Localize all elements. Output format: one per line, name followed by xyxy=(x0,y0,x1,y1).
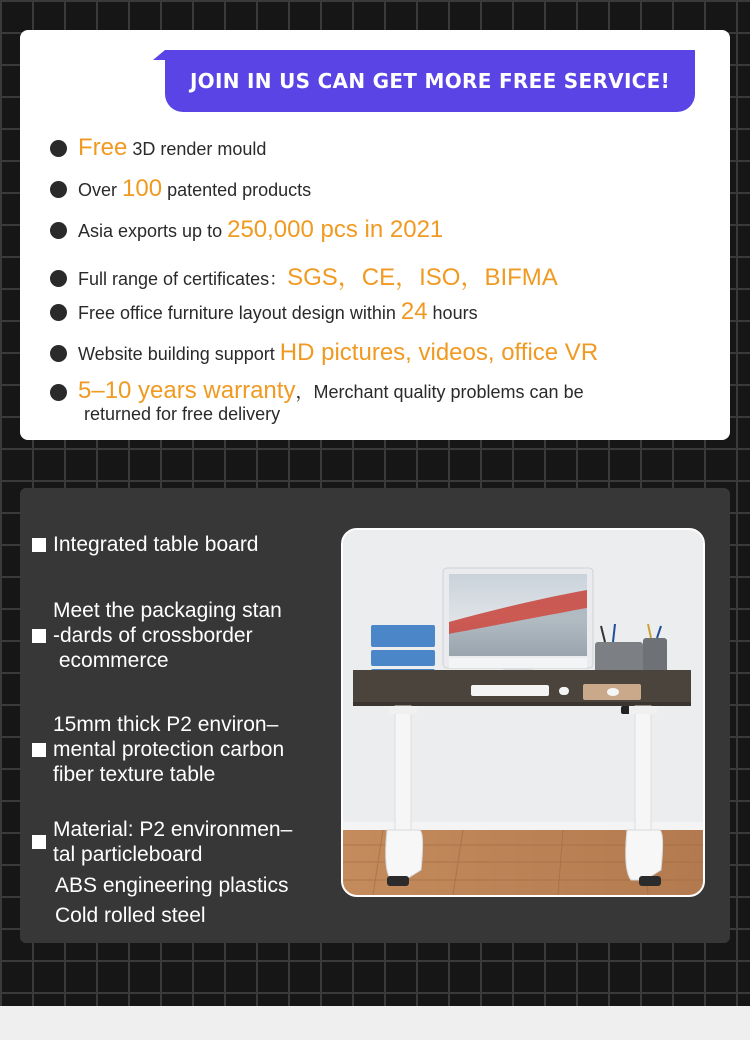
bullet-icon xyxy=(50,384,67,401)
spec-extra: Cold rolled steel xyxy=(55,904,206,927)
feature-highlight: Free xyxy=(78,134,128,161)
standing-desk-photo xyxy=(341,528,705,897)
feature-subline: returned for free delivery xyxy=(84,404,281,424)
feature-item: Over 100 patented products xyxy=(50,175,730,216)
bullet-icon xyxy=(50,181,67,198)
feature-highlight: 250,000 pcs in 2021 xyxy=(227,216,444,243)
standing-desk-illustration xyxy=(343,530,703,895)
spec-item: Integrated table board xyxy=(32,532,259,557)
feature-item: 5–10 years warranty，Merchant quality problems can be returned for free delivery xyxy=(50,380,730,425)
feature-item: Full range of certificates：SGS，CE，ISO，BIFMA xyxy=(50,257,730,298)
product-specs-card xyxy=(20,488,730,943)
square-bullet-icon xyxy=(32,743,46,757)
feature-item: Free 3D render mould xyxy=(50,134,730,175)
feature-highlight: 24 xyxy=(400,298,428,325)
services-card xyxy=(20,30,730,440)
feature-highlight: SGS，CE，ISO，BIFMA xyxy=(287,264,558,291)
feature-highlight: 100 xyxy=(122,175,163,202)
join-banner xyxy=(165,50,695,112)
feature-list xyxy=(50,134,730,425)
spec-item: Meet the packaging stan -dards of crossborder ecommerce xyxy=(32,598,282,673)
bullet-icon xyxy=(50,345,67,362)
feature-highlight: HD pictures, videos, office VR xyxy=(279,339,599,366)
square-bullet-icon xyxy=(32,835,46,849)
square-bullet-icon xyxy=(32,629,46,643)
feature-item: Asia exports up to 250,000 pcs in 2021 xyxy=(50,216,730,257)
bottom-strip xyxy=(0,1006,750,1040)
banner-title: JOIN IN US CAN GET MORE FREE SERVICE! xyxy=(189,69,671,93)
feature-item: Website building support HD pictures, videos, office VR xyxy=(50,339,730,380)
feature-item: Free office furniture layout design within 24 hours xyxy=(50,298,730,339)
feature-highlight: 5–10 years warranty xyxy=(78,377,296,404)
spec-item: Material: P2 environmen– tal particleboard xyxy=(32,817,292,867)
square-bullet-icon xyxy=(32,538,46,552)
bullet-icon xyxy=(50,304,67,321)
bullet-icon xyxy=(50,222,67,239)
spec-extra: ABS engineering plastics xyxy=(55,874,289,897)
bullet-icon xyxy=(50,140,67,157)
spec-item: 15mm thick P2 environ– mental protection carbon fiber texture table xyxy=(32,712,284,787)
bullet-icon xyxy=(50,270,67,287)
